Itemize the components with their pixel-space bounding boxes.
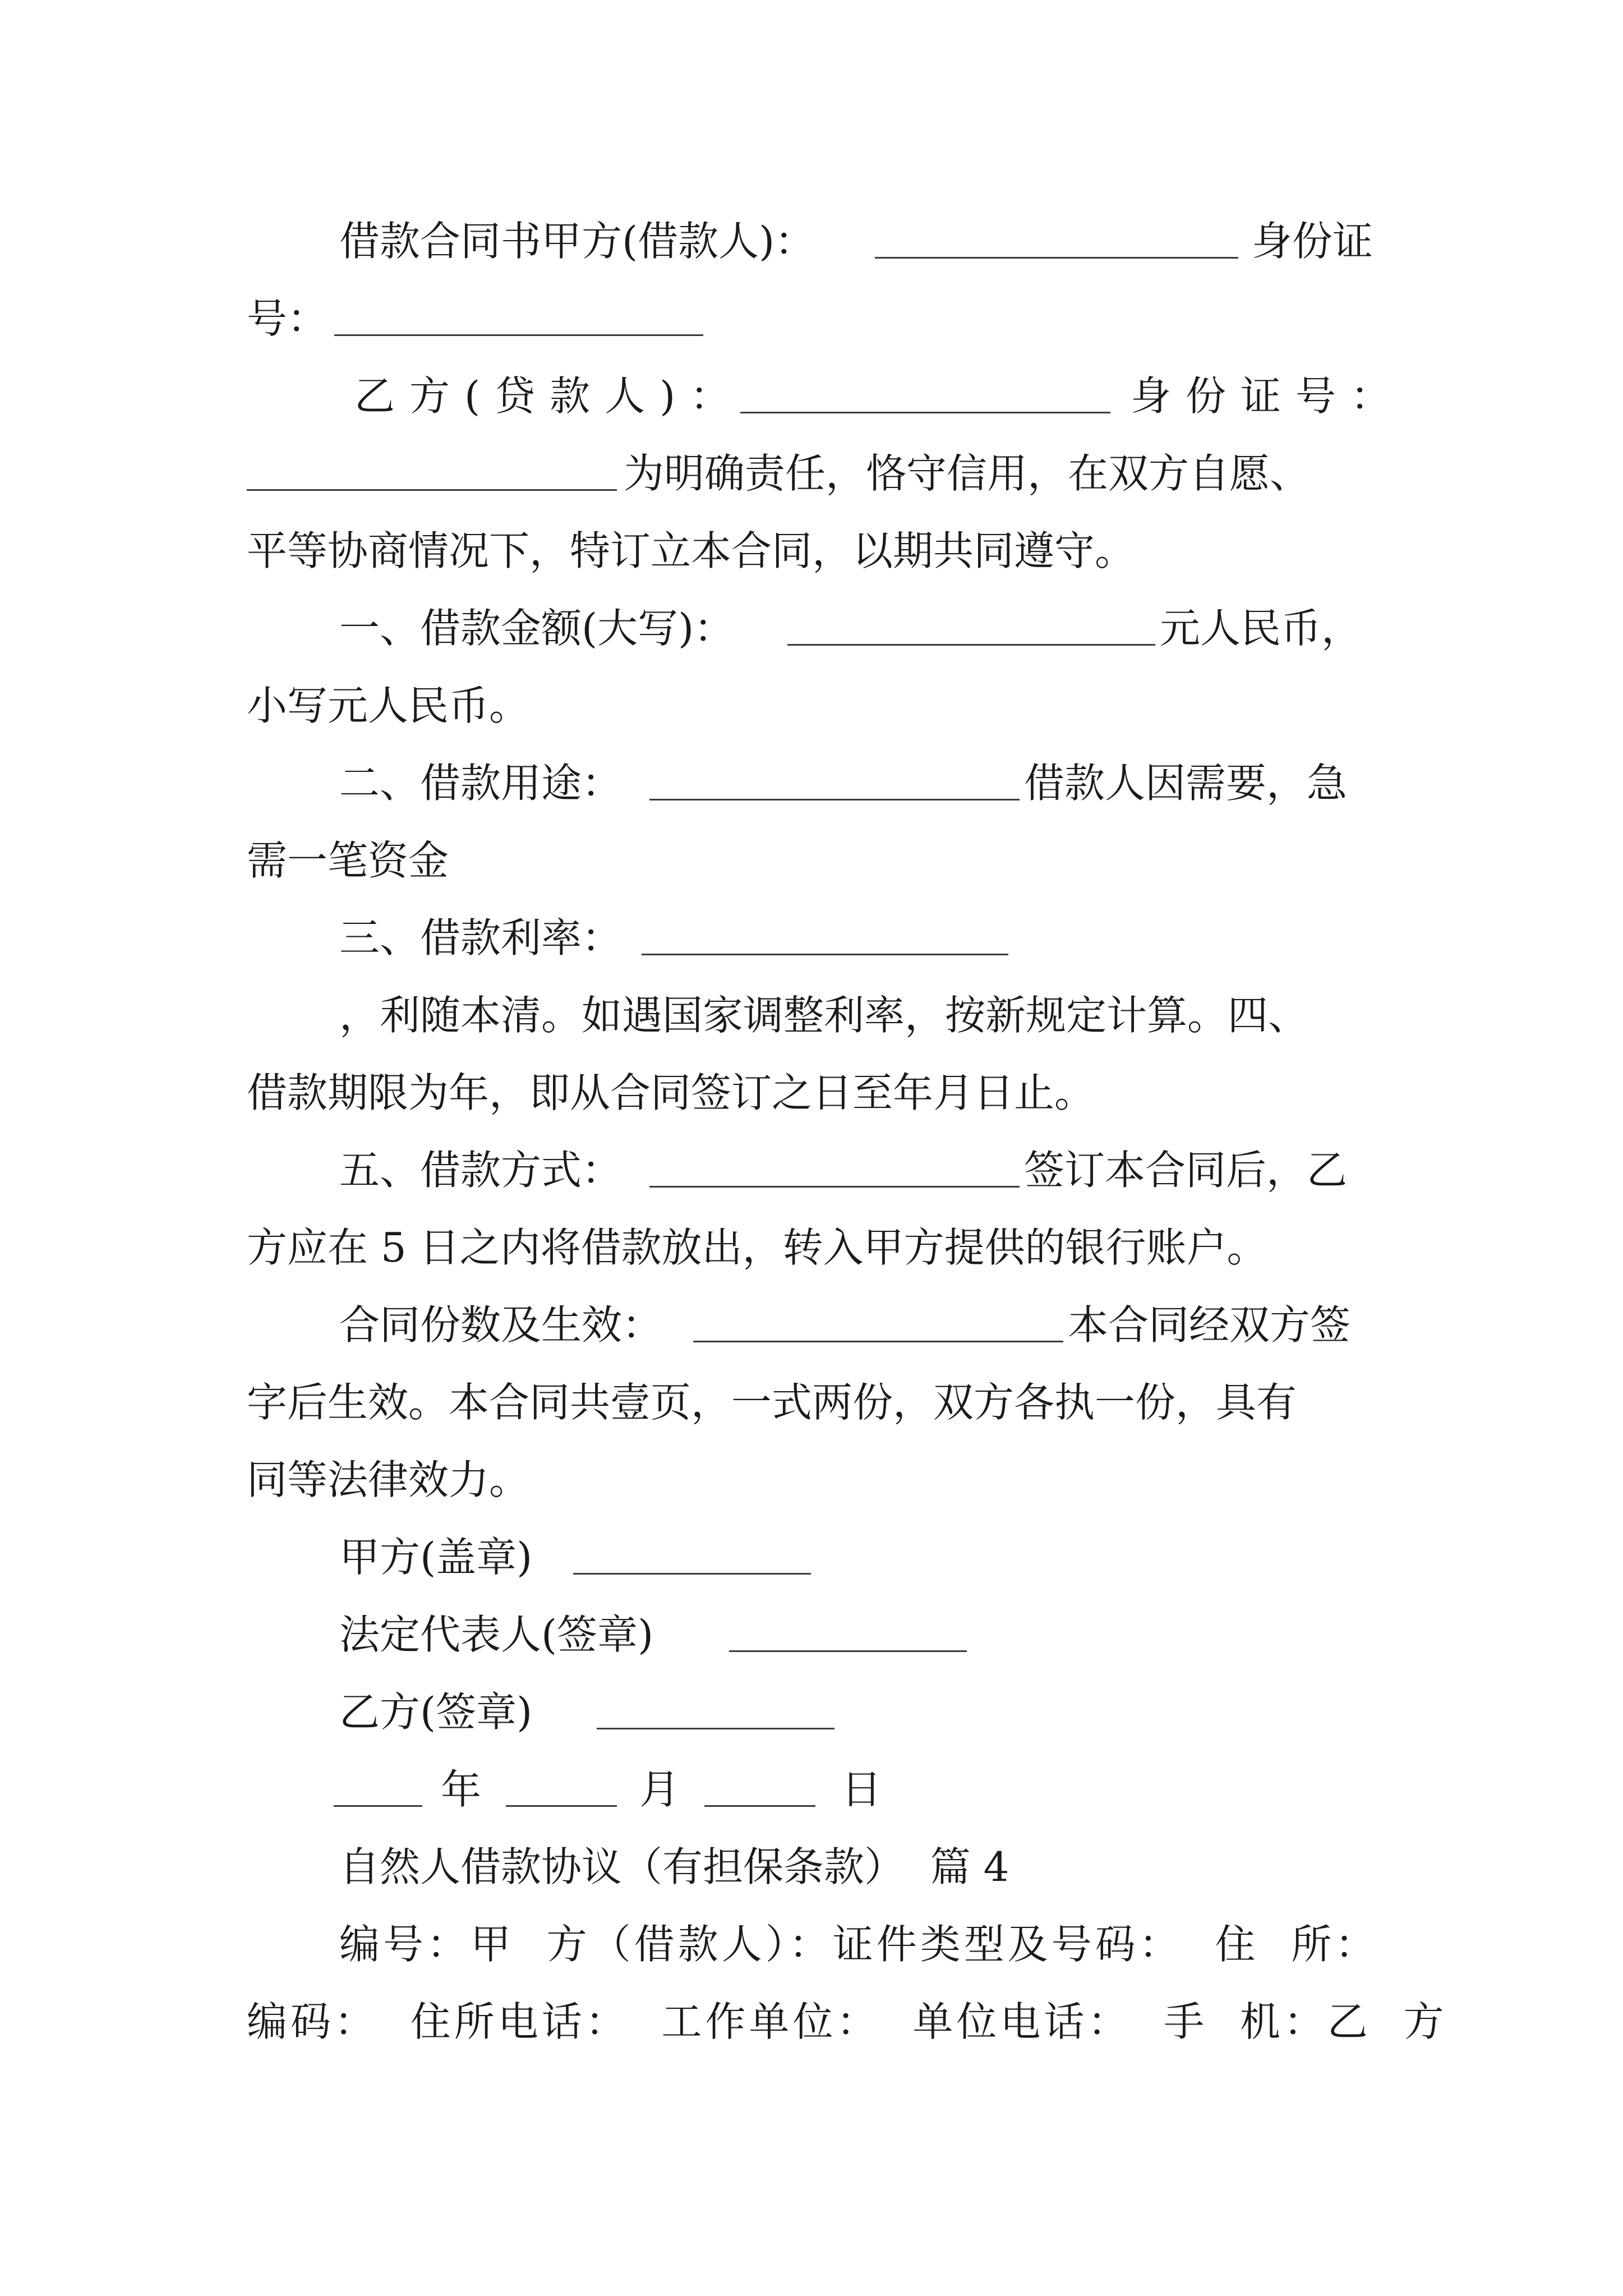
line-copies <box>0 1298 1623 1352</box>
party-b-name-blank <box>740 412 1110 413</box>
line-party-a <box>0 214 1623 268</box>
party-b-label: 乙方(贷款人)： <box>354 372 745 420</box>
line-rate <box>0 911 1623 965</box>
line-purpose-intro <box>0 447 1623 500</box>
line-party-a-id <box>0 292 1623 346</box>
usage-text-cont: 需一笔资金 <box>247 837 449 884</box>
line-rate-cont <box>0 988 1623 1042</box>
line-amount-cont <box>0 679 1623 733</box>
line-method-cont <box>0 1221 1623 1274</box>
amount-lowercase: 小写元人民币。 <box>247 682 530 729</box>
preamble-text-cont: 平等协商情况下，特订立本合同，以期共同遵守。 <box>247 527 1136 574</box>
line-usage <box>0 756 1623 810</box>
line-preamble-cont <box>0 524 1623 578</box>
line-number <box>0 1917 1623 1971</box>
term-text: 借款期限为年，即从合同签订之日至年月日止。 <box>247 1069 1095 1116</box>
contact-fields: 编码： 住所电话： 工作单位： 单位电话： 手 机：乙 方 <box>247 1998 1447 2045</box>
line-sign-a <box>0 1530 1623 1584</box>
copies-blank <box>693 1341 1063 1342</box>
rate-blank <box>642 954 1008 955</box>
amount-label: 一、借款金额(大写)： <box>339 605 735 652</box>
party-b-sign-blank <box>597 1728 834 1729</box>
line-contact <box>0 1995 1623 2049</box>
line-date <box>0 1763 1623 1816</box>
line-method <box>0 1143 1623 1197</box>
usage-label: 二、借款用途： <box>339 760 623 807</box>
usage-blank <box>649 799 1020 800</box>
id-number-label: 身份证 <box>1252 218 1373 265</box>
method-label: 五、借款方式： <box>339 1147 623 1194</box>
month-label: 月 <box>639 1766 680 1813</box>
copies-text-cont: 字后生效。本合同共壹页，一式两份，双方各执一份，具有 <box>247 1379 1297 1426</box>
method-text-cont: 方应在 5 日之内将借款放出，转入甲方提供的银行账户。 <box>247 1224 1267 1271</box>
agreement-number-fields: 编号：甲 方（借款人）：证件类型及号码： 住 所： <box>339 1921 1379 1968</box>
party-b-sign-label: 乙方(签章) <box>339 1688 533 1736</box>
line-sign-b <box>0 1685 1623 1739</box>
year-label: 年 <box>441 1766 482 1813</box>
section-title: 自然人借款协议（有担保条款） 篇 4 <box>339 1843 1009 1890</box>
line-copies-cont2 <box>0 1453 1623 1507</box>
day-label: 日 <box>841 1766 882 1813</box>
line-party-b <box>0 369 1623 423</box>
year-blank <box>334 1805 422 1807</box>
id-number-label-cont: 号： <box>247 295 328 342</box>
legal-rep-label: 法定代表人(签章) <box>339 1611 654 1658</box>
line-usage-cont <box>0 834 1623 887</box>
party-a-label: 借款合同书甲方(借款人)： <box>339 218 815 265</box>
rate-label: 三、借款利率： <box>339 914 623 961</box>
copies-text: 本合同经双方签 <box>1068 1301 1351 1349</box>
legal-rep-blank <box>729 1650 967 1652</box>
party-a-name-blank <box>875 257 1238 259</box>
method-blank <box>649 1186 1020 1188</box>
line-copies-cont <box>0 1375 1623 1429</box>
party-a-seal-blank <box>573 1573 811 1575</box>
copies-label: 合同份数及生效： <box>339 1301 663 1349</box>
party-b-id-blank <box>247 489 617 491</box>
line-amount <box>0 601 1623 655</box>
preamble-text: 为明确责任，恪守信用，在双方自愿、 <box>624 450 1311 497</box>
party-a-id-blank <box>334 334 703 336</box>
line-section-title <box>0 1840 1623 1894</box>
party-a-seal-label: 甲方(盖章) <box>339 1534 533 1581</box>
line-term <box>0 1066 1623 1120</box>
line-sign-rep <box>0 1608 1623 1662</box>
amount-blank <box>787 644 1155 646</box>
method-text: 签订本合同后，乙 <box>1024 1147 1348 1194</box>
rate-text: ，利随本清。如遇国家调整利率，按新规定计算。四、 <box>339 992 1309 1039</box>
copies-text-cont2: 同等法律效力。 <box>247 1456 530 1503</box>
month-blank <box>506 1805 617 1807</box>
amount-unit: 元人民币， <box>1160 605 1362 652</box>
party-b-id-label: 身份证号： <box>1131 372 1406 420</box>
day-blank <box>704 1805 815 1807</box>
usage-text: 借款人因需要，急 <box>1024 760 1348 807</box>
